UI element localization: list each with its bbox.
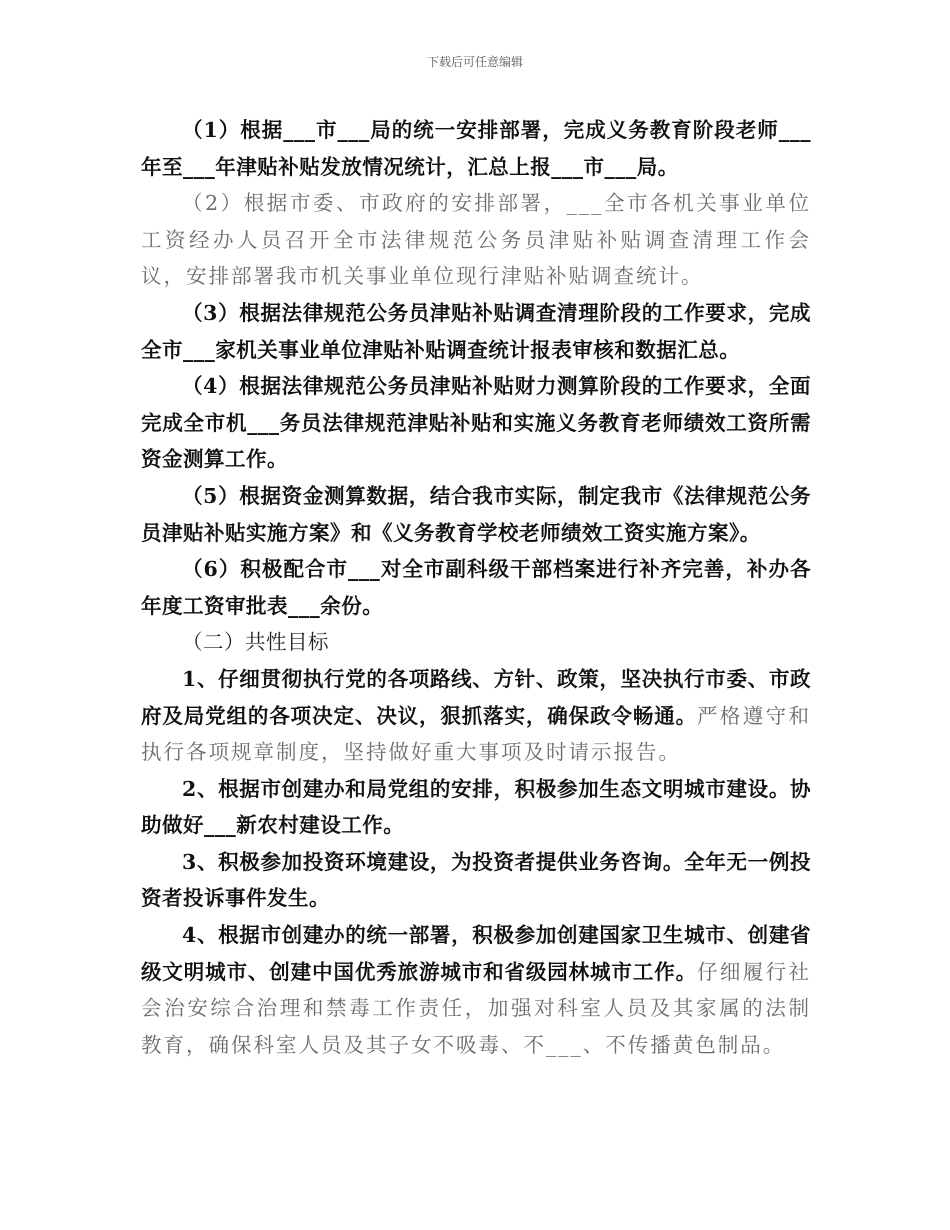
paragraph-item-5 xyxy=(141,478,811,551)
goal-text-light: 仔细履行社会治安综合治理和禁毒工作责任，加强对科室人员及其家属的法制教育，确保科室人员及其子女不吸毒、不___、不传播黄色制品。 xyxy=(141,959,812,1057)
goal-item-1 xyxy=(141,661,811,771)
paragraph-item-6 xyxy=(141,551,811,624)
page-header: 下载后可任意编辑 xyxy=(426,55,523,69)
paragraph-text: （5）根据资金测算数据，结合我市实际，制定我市《法律规范公务员津贴补贴实施方案》和《义务教育学校老师绩效工资实施方案》。 xyxy=(141,483,811,545)
section-heading xyxy=(141,624,811,661)
paragraph-text: （3）根据法律规范公务员津贴补贴调查清理阶段的工作要求，完成全市___家机关事业单位津贴补贴调查统计报表审核和数据汇总。 xyxy=(141,300,811,362)
goal-text: 3、积极参加投资环境建设，为投资者提供业务咨询。全年无一例投资者投诉事件发生。 xyxy=(141,849,811,911)
paragraph-text: （6）积极配合市___对全市副科级干部档案进行补齐完善，补办各年度工资审批表___余份。 xyxy=(141,557,811,618)
paragraph-text: （1）根据___市___局的统一安排部署，完成义务教育阶段老师___年至___年津贴补贴发放情况统计，汇总上报___市___局。 xyxy=(141,118,811,179)
paragraph-item-3 xyxy=(141,295,811,368)
paragraph-item-2 xyxy=(141,185,811,295)
goal-text-bold: 1、仔细贯彻执行党的各项路线、方针、政策，坚决执行市委、市政府及局党组的各项决定、决议，狠抓落实，确保政令畅通。 xyxy=(141,666,811,728)
goal-text: 2、根据市创建办和局党组的安排，积极参加生态文明城市建设。协助做好___新农村建设工作。 xyxy=(141,776,811,838)
paragraph-item-4 xyxy=(141,368,811,478)
goal-item-2 xyxy=(141,771,811,844)
section-heading-text: （二）共性目标 xyxy=(182,630,329,655)
goal-text-light: 严格遵守和执行各项规章制度，坚持做好重大事项及时请示报告。 xyxy=(141,703,812,765)
goal-item-4 xyxy=(141,917,811,1063)
paragraph-text: （4）根据法律规范公务员津贴补贴财力测算阶段的工作要求，全面完成全市机___务员法律规范津贴补贴和实施义务教育老师绩效工资所需资金测算工作。 xyxy=(141,374,811,472)
document-body xyxy=(141,112,811,1063)
paragraph-item-1 xyxy=(141,112,811,185)
paragraph-text: （2）根据市委、市政府的安排部署，___全市各机关事业单位工资经办人员召开全市法律规范公务员津贴补贴调查清理工作会议，安排部署我市机关事业单位现行津贴补贴调查统计。 xyxy=(141,191,811,289)
goal-text-bold: 4、根据市创建办的统一部署，积极参加创建国家卫生城市、创建省级文明城市、创建中国优秀旅游城市和省级园林城市工作。 xyxy=(141,923,811,984)
goal-item-3 xyxy=(141,844,811,917)
